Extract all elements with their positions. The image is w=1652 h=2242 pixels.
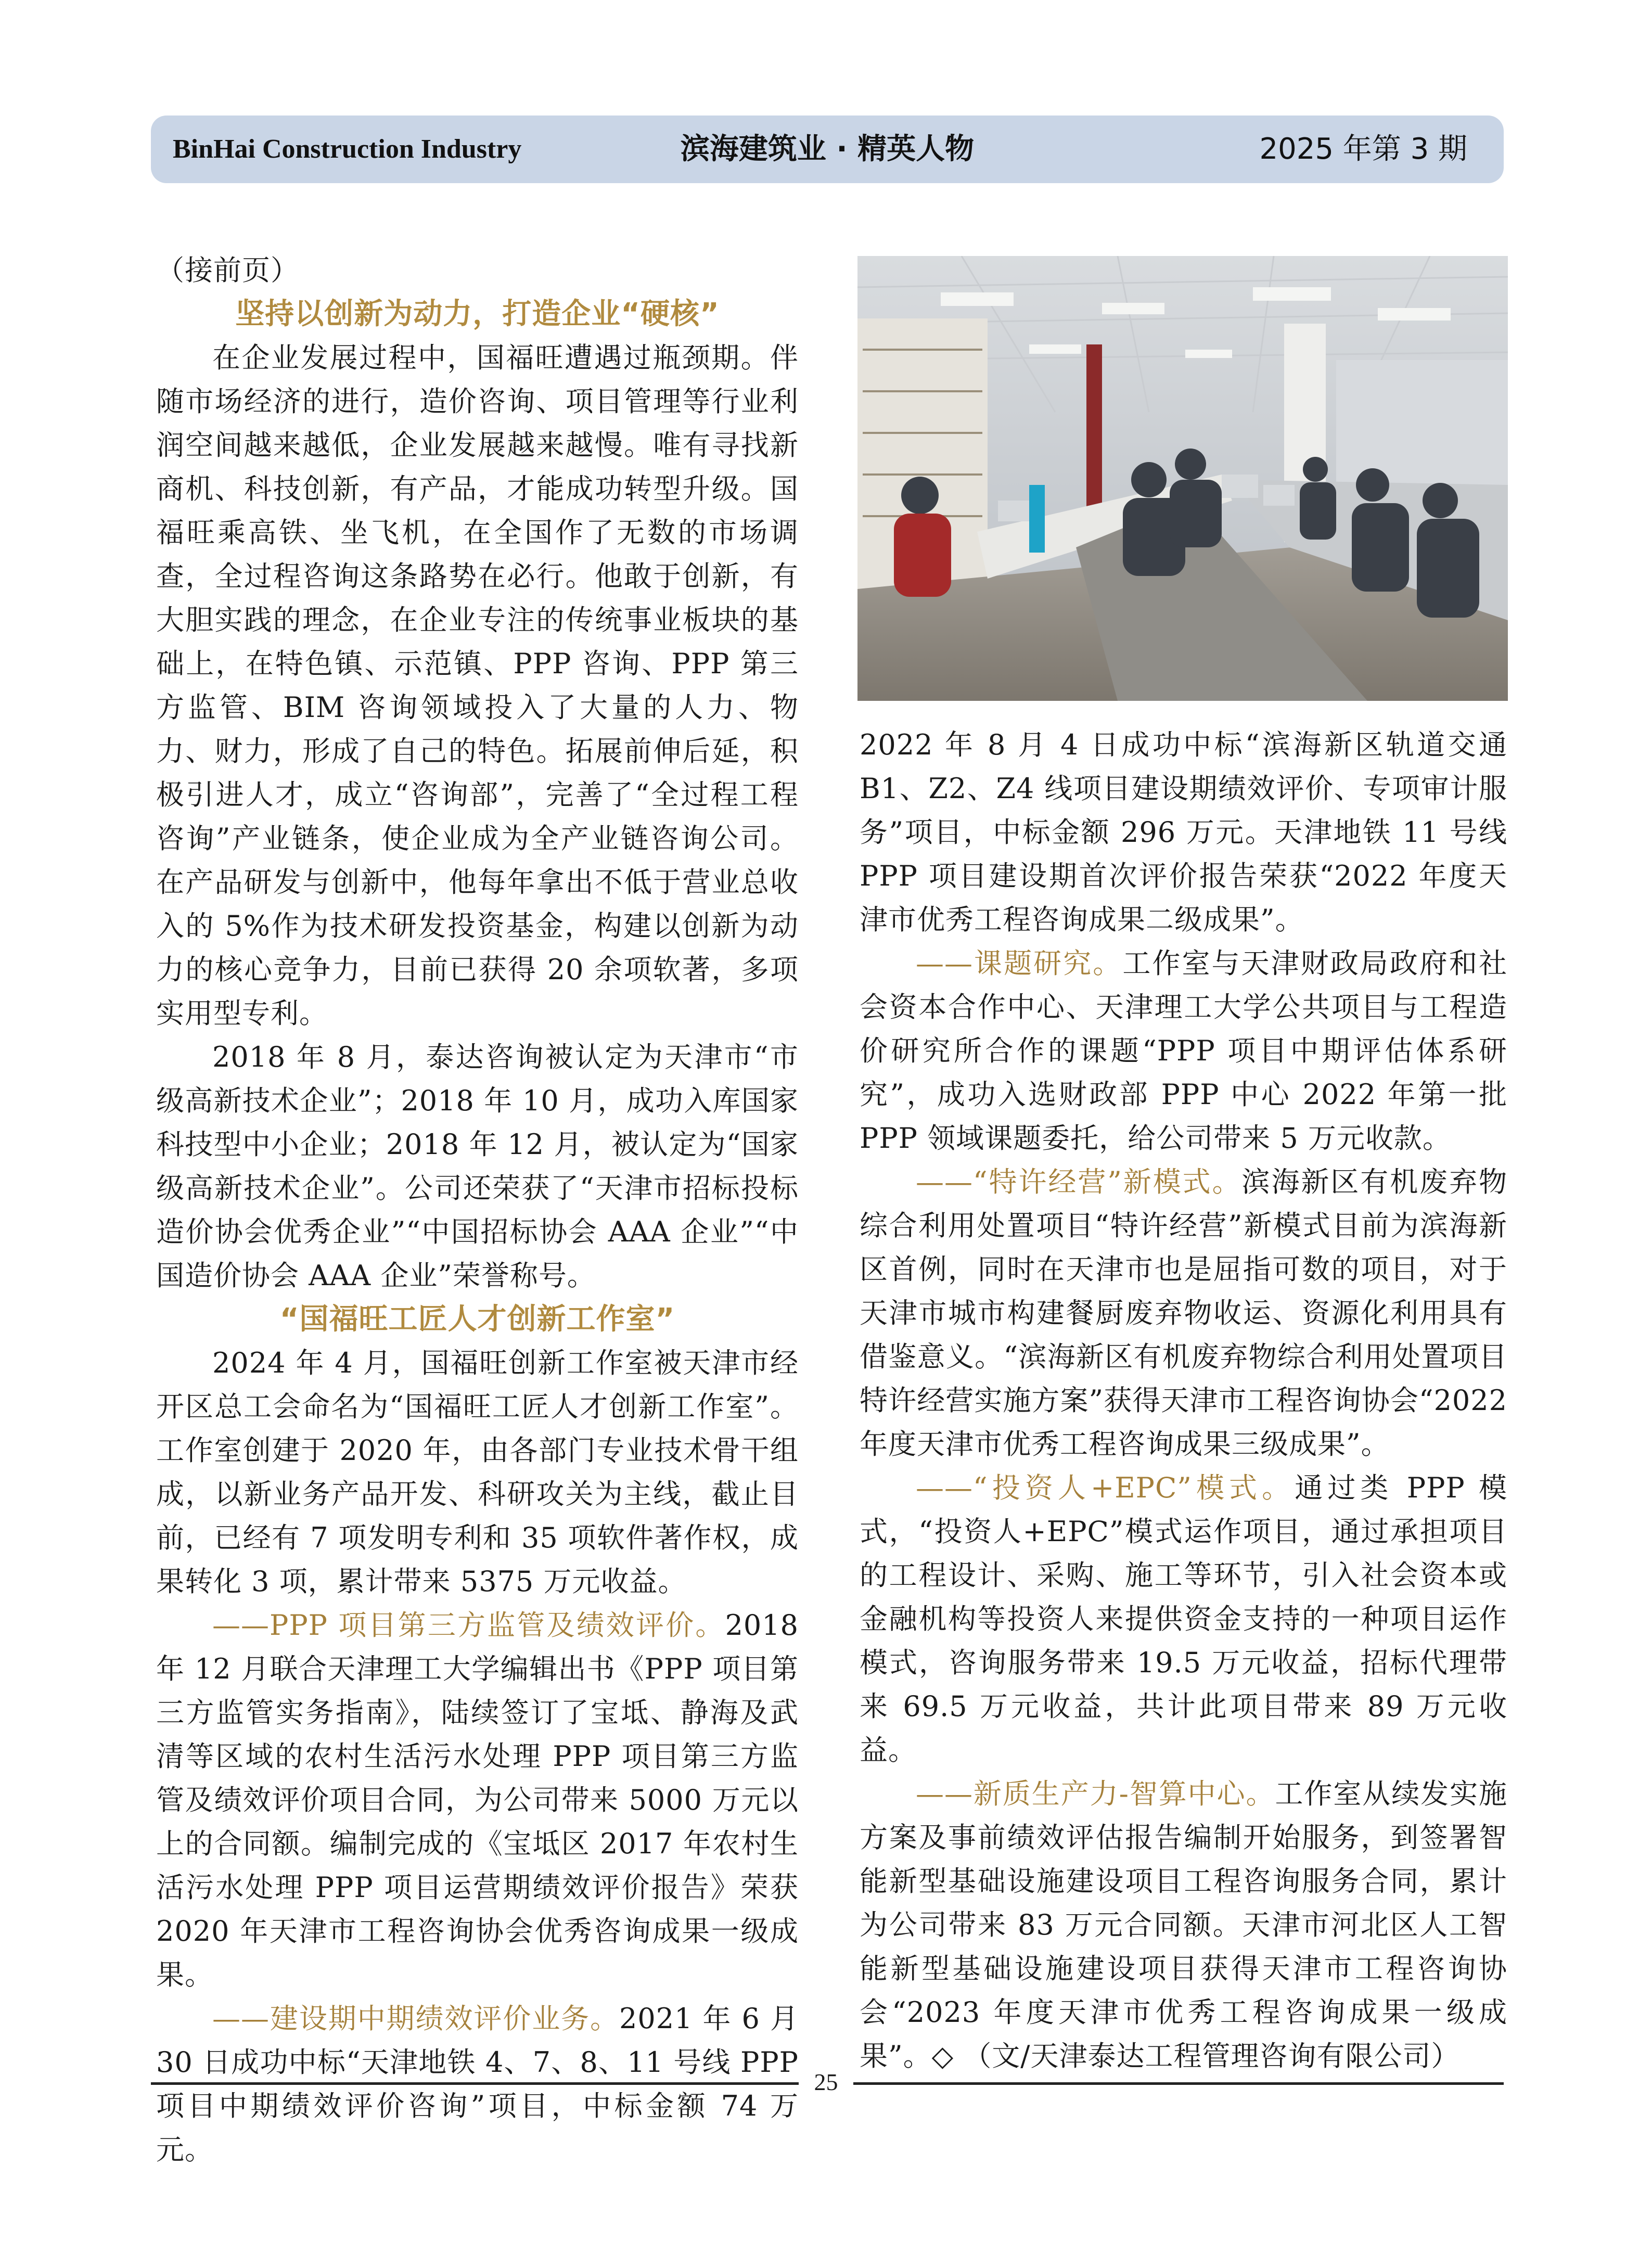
page-number: 25 <box>814 2069 838 2095</box>
item-text: 工作室从续发实施方案及事前绩效评估报告编制开始服务，到签署智能新型基础设施建设项目工程咨询服务合同，累计为公司带来 83 万元合同额。天津市河北区人工智能新型基础设施建设项目获得天津市工程咨询协会“2023 年度天津市优秀工程咨询成果一级成果”。◇ （文/天津泰达工程管理咨询有限公司） <box>860 1777 1508 2072</box>
item-highlight: ——建设期中期绩效评价业务。 <box>212 2002 620 2035</box>
paragraph: 在企业发展过程中，国福旺遭遇过瓶颈期。伴随市场经济的进行，造价咨询、项目管理等行业利润空间越来越低，企业发展越来越慢。唯有寻找新商机、科技创新，有产品，才能成功转型升级。国福旺乘高铁、坐飞机，在全国作了无数的市场调查，全过程咨询这条路势在必行。他敢于创新，有大胆实践的理念，在企业专注的传统事业板块的基础上，在特色镇、示范镇、PPP 咨询、PPP 第三方监管、BIM 咨询领域投入了大量的人力、物力、财力，形成了自己的特色。拓展前伸后延，积极引进人才，成立“咨询部”，完善了“全过程工程咨询”产业链条，使企业成为全产业链咨询公司。在产品研发与创新中，他每年拿出不低于营业总收入的 5%作为技术研发投资基金，构建以创新为动力的核心竞争力，目前已获得 20 余项软著，多项实用型专利。 <box>156 341 799 1030</box>
section-heading-innovation: 坚持以创新为动力，打造企业“硬核” <box>235 297 720 331</box>
office-photo-illustration <box>857 256 1508 701</box>
item-text: 2021 年 6 月 30 日成功中标“天津地铁 4、7、8、11 号线 PPP 项目中期绩效评价咨询”项目，中标金额 74 万元。 <box>156 2002 799 2166</box>
footer-rule-left <box>151 2082 799 2085</box>
paragraph <box>860 1466 1507 1772</box>
paragraph: 2022 年 8 月 4 日成功中标“滨海新区轨道交通 B1、Z2、Z4 线项目建设期绩效评价、专项审计服务”项目，中标金额 296 万元。天津地铁 11 号线 PPP 项目建设期首次评价报告荣获“2022 年度天津市优秀工程咨询成果二级成果”。 <box>860 728 1507 936</box>
right-column <box>860 723 1507 2078</box>
paragraph <box>860 1160 1507 1466</box>
item-text: 滨海新区有机废弃物综合利用处置项目“特许经营”新模式目前为滨海新区首例，同时在天津市也是屈指可数的项目，对于天津市城市构建餐厨废弃物收运、资源化利用具有借鉴意义。“滨海新区有机废弃物综合利用处置项目特许经营实施方案”获得天津市工程咨询协会“2022 年度天津市优秀工程咨询成果三级成果”。 <box>860 1165 1508 1460</box>
item-highlight: ——PPP 项目第三方监管及绩效评价。 <box>212 1609 725 1642</box>
office-photo <box>857 256 1508 701</box>
journal-section-title: 滨海建筑业 · 精英人物 <box>680 132 975 166</box>
item-text: 2018 年 12 月联合天津理工大学编辑出书《PPP 项目第三方监管实务指南》，陆续签订了宝坻、静海及武清等区域的农村生活污水处理 PPP 项目第三方监管及绩效评价项目合同，为公司带来 5000 万元以上的合同额。编制完成的《宝坻区 2017 年农村生活污水处理 PPP 项目运营期绩效评价报告》荣获 2020 年天津市工程咨询协会优秀咨询成果一级成果。 <box>156 1609 799 1991</box>
paragraph: 2024 年 4 月，国福旺创新工作室被天津市经开区总工会命名为“国福旺工匠人才创新工作室”。工作室创建于 2020 年，由各部门专业技术骨干组成，以新业务产品开发、科研攻关为主线，截止目前，已经有 7 项发明专利和 35 项软件著作权，成果转化 3 项，累计带来 5375 万元收益。 <box>156 1347 799 1598</box>
issue-number: 2025 年第 3 期 <box>1259 132 1467 166</box>
paragraph <box>156 1604 799 1997</box>
running-header <box>151 116 1504 183</box>
section-heading-studio: “国福旺工匠人才创新工作室” <box>279 1302 675 1336</box>
item-highlight: ——“投资人+EPC”模式。 <box>916 1471 1295 1504</box>
item-highlight: ——课题研究。 <box>916 947 1123 980</box>
paragraph: 2018 年 8 月，泰达咨询被认定为天津市“市级高新技术企业”；2018 年 10 月，成功入库国家科技型中小企业；2018 年 12 月，被认定为“国家级高新技术企业”。公司还荣获了“天津市招标投标造价协会优秀企业”“中国招标协会 AAA 企业”“中国造价协会 AAA 企业”荣誉称号。 <box>156 1041 799 1292</box>
item-highlight: ——新质生产力-智算中心。 <box>916 1777 1275 1810</box>
footer-rule-right <box>853 2082 1504 2085</box>
item-text: 通过类 PPP 模式，“投资人+EPC”模式运作项目，通过承担项目的工程设计、采购、施工等环节，引入社会资本或金融机构等投资人来提供资金支持的一种项目运作模式，咨询服务带来 19.5 万元收益，招标代理带来 69.5 万元收益，共计此项目带来 89 万元收益。 <box>860 1471 1507 1766</box>
left-column <box>156 249 799 2172</box>
item-text: 工作室与天津财政局政府和社会资本合作中心、天津理工大学公共项目与工程造价研究所合作的课题“PPP 项目中期评估体系研究”，成功入选财政部 PPP 中心 2022 年第一批 PPP 领域课题委托，给公司带来 5 万元收款。 <box>860 947 1508 1155</box>
item-highlight: ——“特许经营”新模式。 <box>916 1165 1242 1198</box>
journal-english-name: BinHai Construction Industry <box>173 134 522 164</box>
continued-note: （接前页） <box>156 254 299 287</box>
paragraph <box>860 942 1507 1160</box>
paragraph <box>860 1772 1507 2078</box>
